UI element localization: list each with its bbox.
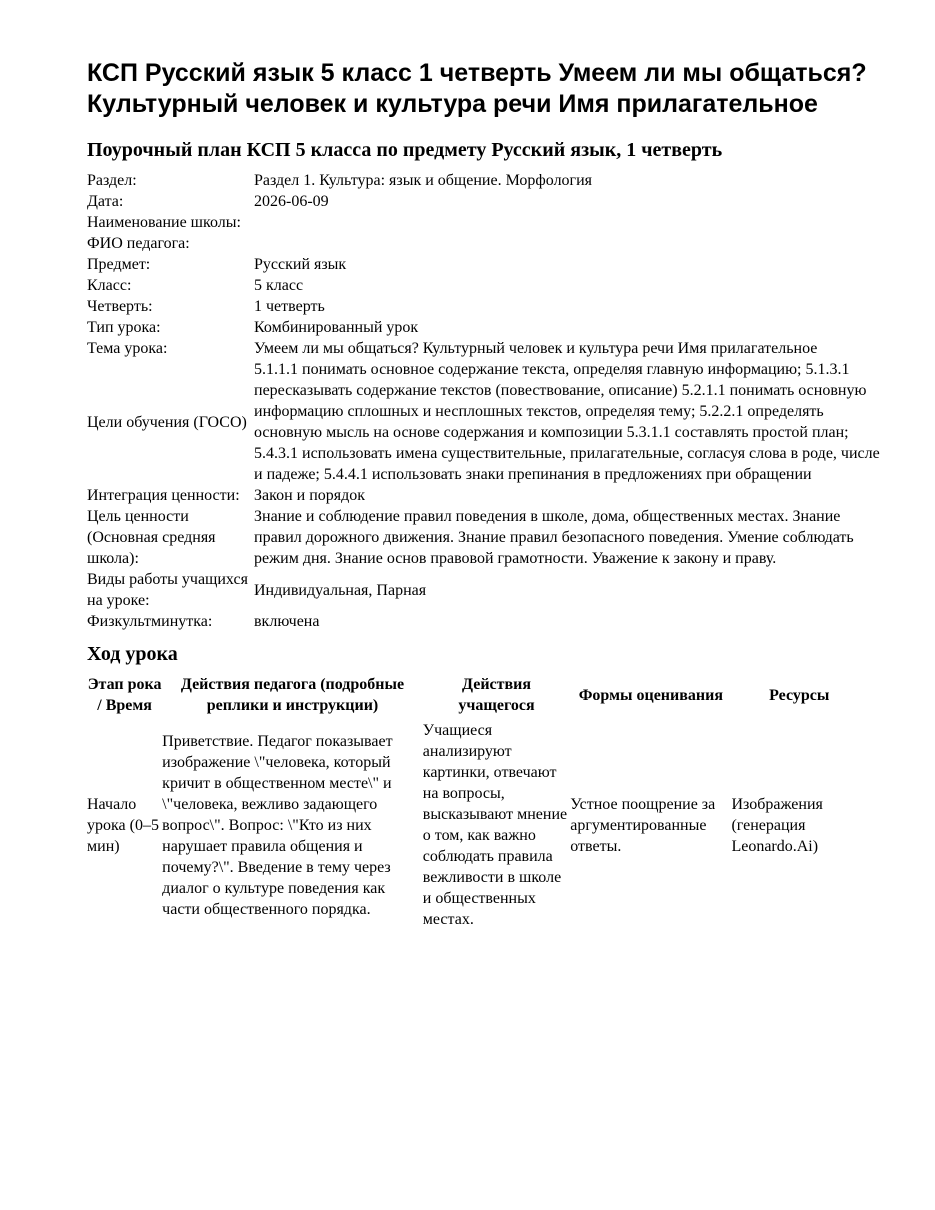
info-value: Русский язык (254, 256, 347, 273)
table-row (87, 720, 867, 930)
info-value: Закон и порядок (254, 487, 366, 504)
info-label: Предмет: (87, 256, 151, 273)
info-label: Дата: (87, 193, 124, 210)
info-value: Умеем ли мы общаться? Культурный человек и культура речи Имя прилагательное (254, 340, 818, 357)
info-label: Тип урока: (87, 319, 161, 336)
table-header-row (87, 670, 867, 720)
cell-stage: Начало урока (0–5 мин) (87, 795, 159, 855)
info-label: Физкультминутка: (87, 613, 213, 630)
info-label: Виды работы учащихся на уроке: (87, 571, 248, 609)
info-label: Цель ценности (Основная средняя школа): (87, 508, 216, 567)
info-row-section (87, 170, 887, 191)
info-row-teacher (87, 233, 887, 254)
plan-subtitle: Поурочный план КСП 5 класса по предмету Русский язык, 1 четверть (87, 139, 723, 161)
info-label: Четверть: (87, 298, 153, 315)
info-row-school (87, 212, 887, 233)
info-row-subject (87, 254, 887, 275)
info-label: Цели обучения (ГОСО) (87, 413, 247, 431)
column-header-assessment: Формы оценивания (578, 686, 723, 704)
info-row-lesson-type (87, 317, 887, 338)
info-value: Раздел 1. Культура: язык и общение. Морфология (254, 172, 593, 189)
info-label: Класс: (87, 277, 132, 294)
info-row-physminute (87, 611, 887, 632)
column-header-student-actions: Действия учащегося (458, 676, 535, 714)
info-value: Знание и соблюдение правил поведения в школе, дома, общественных местах. Знание правил дорожного движения. Знание правил безопасного поведения. Умение соблюдать режим дня. Знание основ правовой грамотности. Уважение к закону и праву. (254, 508, 854, 567)
info-row-values (87, 485, 887, 506)
lesson-info-table (87, 170, 887, 632)
info-value: 5.1.1.1 понимать основное содержание текста, определяя главную информацию; 5.1.3.1 пересказывать содержание текстов (повествование, описание) 5.2.1.1 понимать основную информацию сплошных и несплошных текстов, определяя тему; 5.2.2.1 определять основную мысль на основе содержания и композиции 5.3.1.1 составлять простой план; 5.4.3.1 использовать имена существительные, прилагательные, согласуя слова в роде, числе и падеже; 5.4.4.1 использовать знаки препинания в предложениях при обращении (254, 361, 880, 483)
cell-student-actions: Учащиеся анализируют картинки, отвечают на вопросы, высказывают мнение о том, как важно соблюдать правила вежливости в школе и общественных местах. (422, 722, 568, 928)
lesson-progress-table (87, 670, 867, 930)
column-header-stage: Этап рока / Время (87, 676, 162, 714)
info-value: 2026-06-09 (254, 193, 329, 210)
info-row-grade (87, 275, 887, 296)
info-row-goals (87, 359, 887, 485)
info-label: Тема урока: (87, 340, 168, 357)
info-value: Комбинированный урок (254, 319, 419, 336)
column-header-resources: Ресурсы (769, 686, 830, 704)
info-label: Раздел: (87, 172, 137, 189)
info-row-work-types (87, 569, 887, 611)
cell-resources: Изображения (генерация Leonardo.Ai) (731, 795, 823, 855)
info-value (254, 233, 887, 254)
info-row-topic (87, 338, 887, 359)
column-header-teacher-actions: Действия педагога (подробные реплики и инструкции) (180, 676, 405, 714)
info-value: 1 четверть (254, 298, 325, 315)
info-value: Индивидуальная, Парная (254, 581, 427, 599)
info-value: 5 класс (254, 277, 304, 294)
info-row-values-goal (87, 506, 887, 569)
info-value: включена (254, 613, 320, 630)
lesson-progress-heading: Ход урока (87, 643, 178, 665)
document-title: КСП Русский язык 5 класс 1 четверть Умеем ли мы общаться? Культурный человек и культура речи Имя прилагательное (87, 59, 867, 118)
cell-teacher-actions: Приветствие. Педагог показывает изображение \"человека, который кричит в общественном месте\" и \"человека, вежливо задающего вопрос\". Вопрос: \"Кто из них нарушает правила общения и почему?\". Введение в тему через диалог о культуре поведения как части общественного порядка. (162, 732, 393, 918)
info-row-quarter (87, 296, 887, 317)
info-row-date (87, 191, 887, 212)
cell-assessment: Устное поощрение за аргументированные ответы. (570, 795, 716, 855)
info-value (254, 212, 887, 233)
info-label: Интеграция ценности: (87, 487, 240, 504)
info-label: Наименование школы: (87, 214, 241, 231)
info-label: ФИО педагога: (87, 235, 190, 252)
